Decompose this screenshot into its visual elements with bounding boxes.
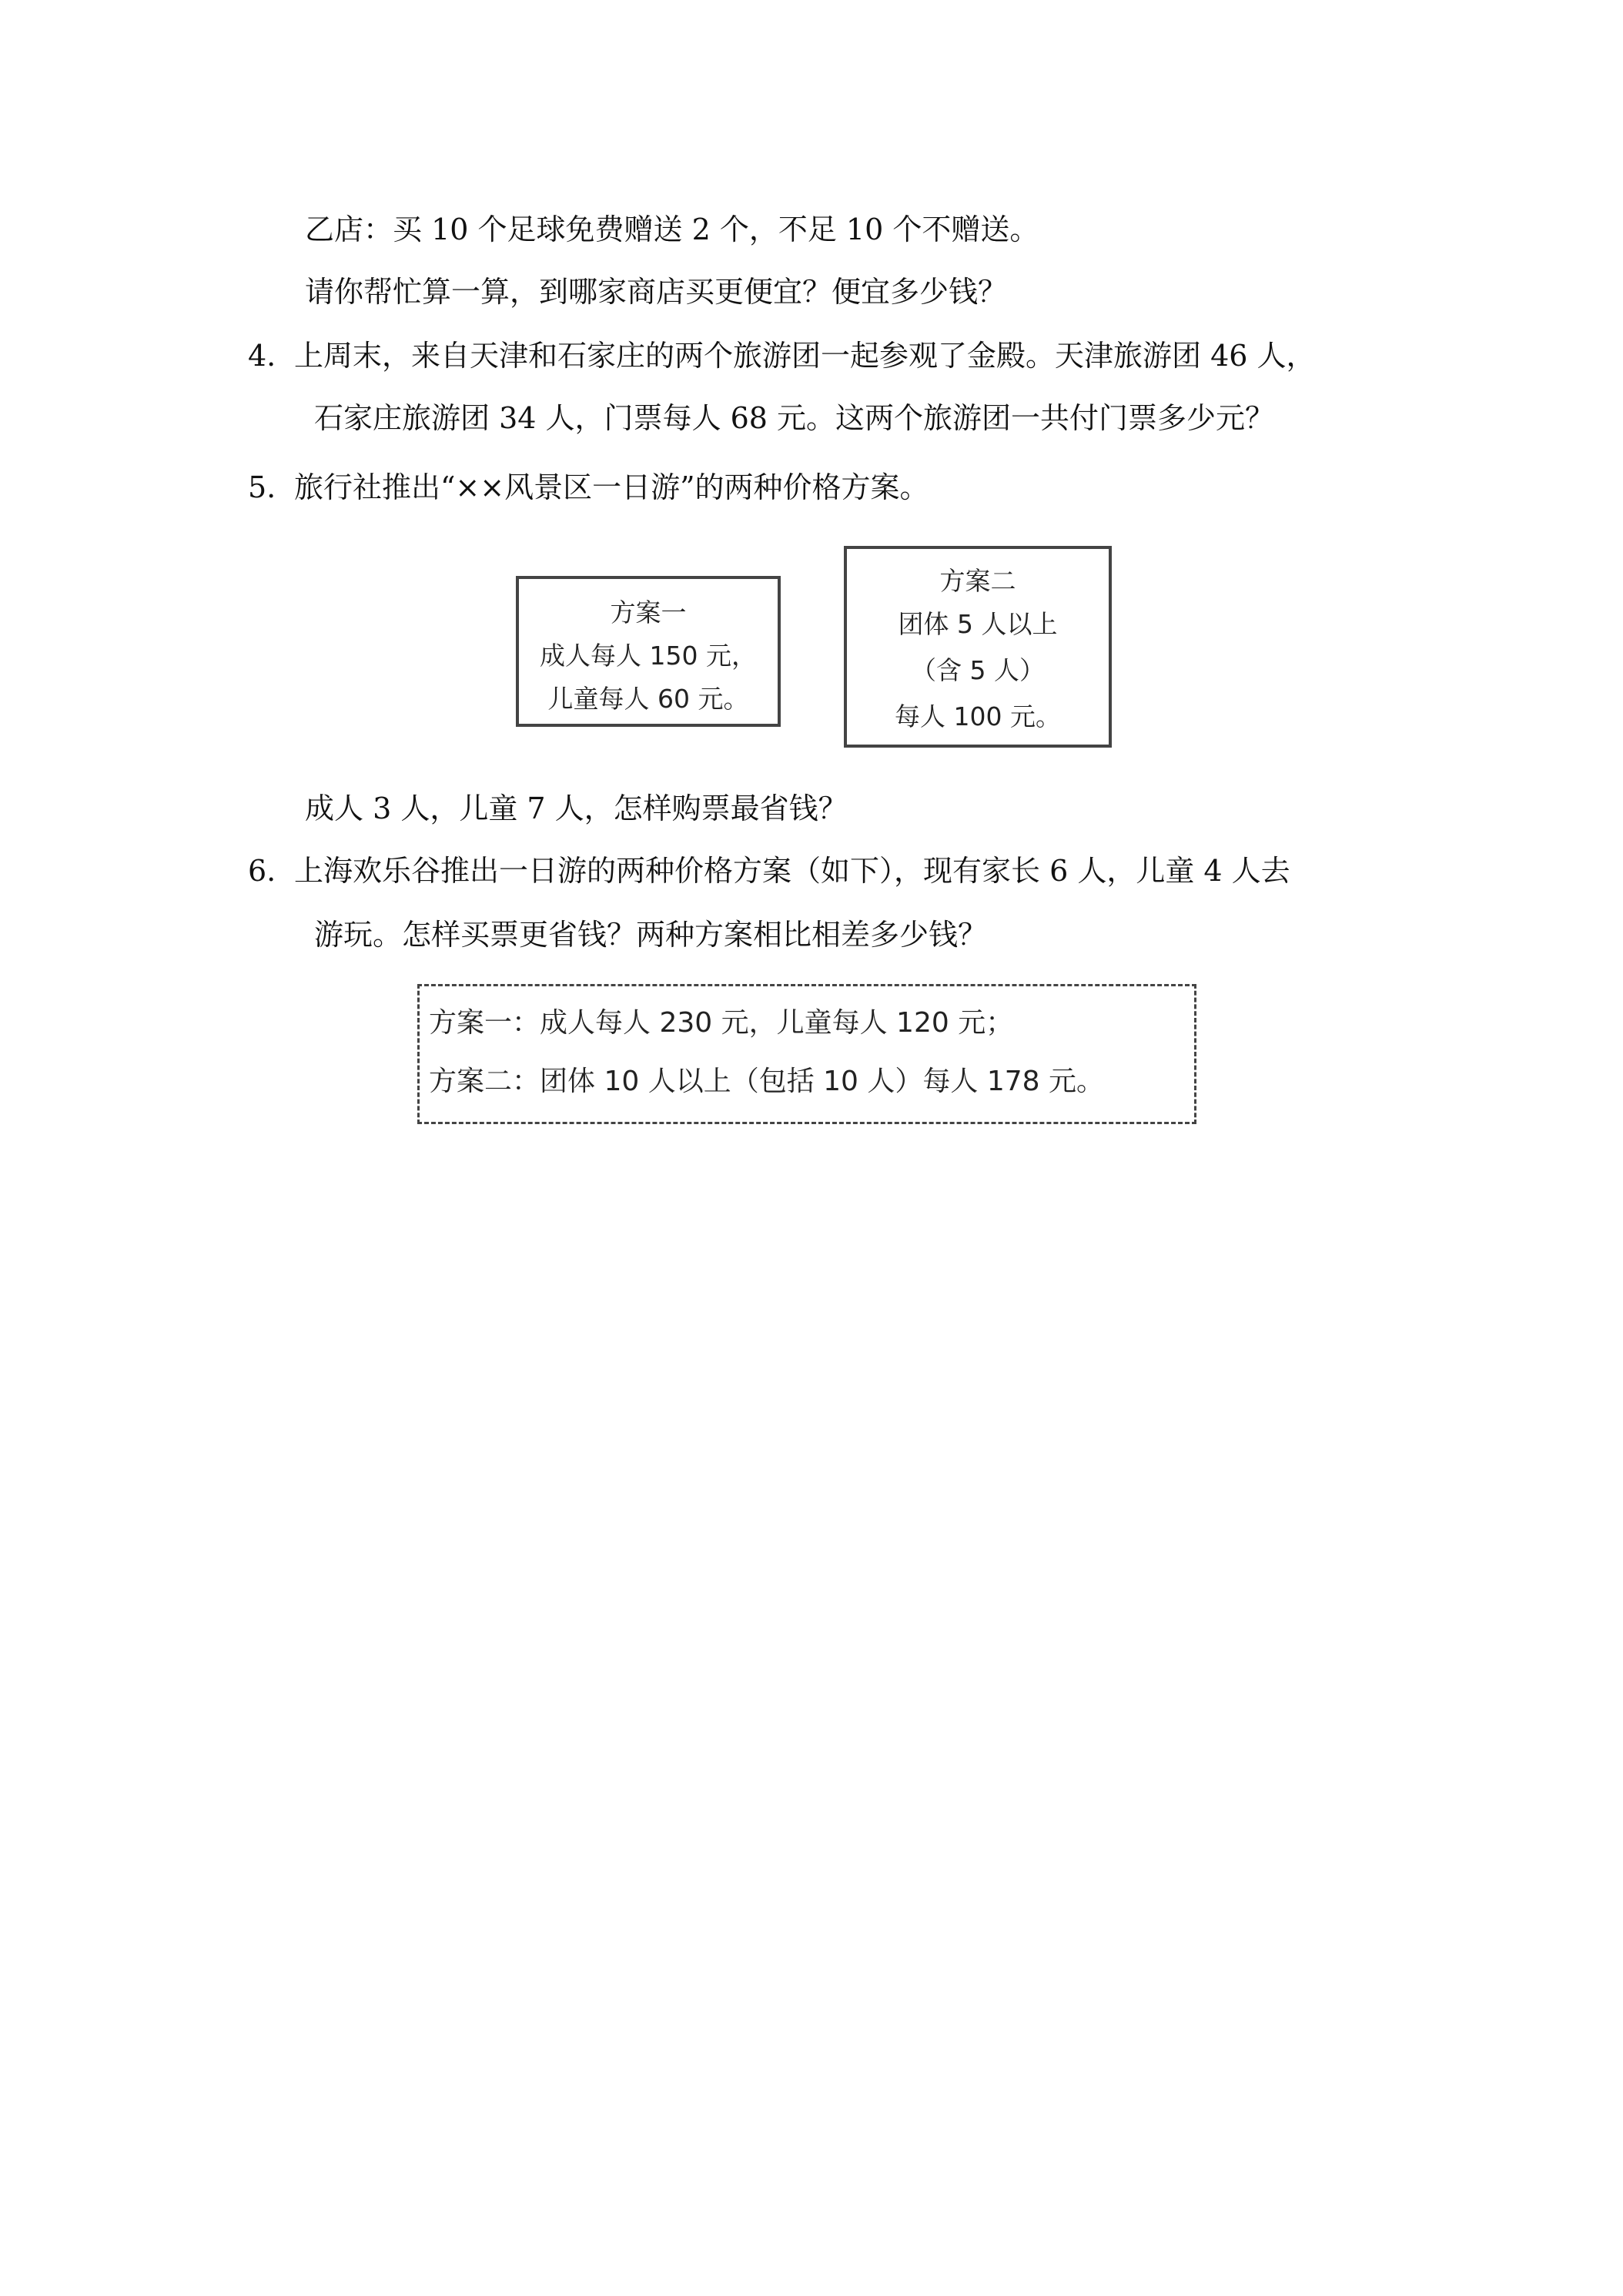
question-4: [248, 336, 1316, 376]
question-6-text-line-1: 上海欢乐谷推出一日游的两种价格方案（如下），现有家长 6 人，儿童 4 人去: [294, 854, 1290, 888]
plan-1-box: [516, 576, 781, 727]
question-3-shop-b-text: 乙店：买 10 个足球免费赠送 2 个，不足 10 个不赠送。: [305, 213, 1039, 246]
plan-1-child-price: 儿童每人 60 元。: [547, 684, 749, 714]
question-4-text-line-2: 石家庄旅游团 34 人，门票每人 68 元。这两个旅游团一共付门票多少元？: [314, 401, 1275, 435]
plan-2-box: [844, 546, 1112, 748]
plan-2-title: 方案二: [939, 566, 1016, 596]
question-5-text-line-2: 成人 3 人，儿童 7 人，怎样购票最省钱？: [305, 792, 848, 825]
plan-2-price: 每人 100 元。: [895, 701, 1061, 731]
plan-1-title: 方案一: [610, 597, 687, 628]
plan-2-inclusive-note: （含 5 人）: [911, 655, 1045, 685]
question-4-number: 4.: [248, 339, 276, 373]
question-6-number: 6.: [248, 854, 276, 888]
plan-2-group-size: 团体 5 人以上: [898, 609, 1058, 639]
question-5-text-line-1: 旅行社推出“××风景区一日游”的两种价格方案。: [294, 470, 929, 504]
q6-plan-2: 方案二：团体 10 人以上（包括 10 人）每人 178 元。: [429, 1066, 1104, 1097]
q6-plan-1: 方案一：成人每人 230 元，儿童每人 120 元；: [429, 1007, 1014, 1039]
plan-1-adult-price: 成人每人 150 元，: [540, 641, 757, 671]
question-5: [248, 467, 929, 507]
question-4-text-line-1: 上周末，来自天津和石家庄的两个旅游团一起参观了金殿。天津旅游团 46 人，: [294, 339, 1316, 373]
question-6-text-line-2: 游玩。怎样买票更省钱？两种方案相比相差多少钱？: [314, 918, 988, 952]
question-6-plans-box: [417, 984, 1196, 1124]
question-5-number: 5.: [248, 470, 276, 504]
question-6: [248, 851, 1290, 891]
question-3-prompt: 请你帮忙算一算，到哪家商店买更便宜？便宜多少钱？: [305, 275, 1008, 309]
